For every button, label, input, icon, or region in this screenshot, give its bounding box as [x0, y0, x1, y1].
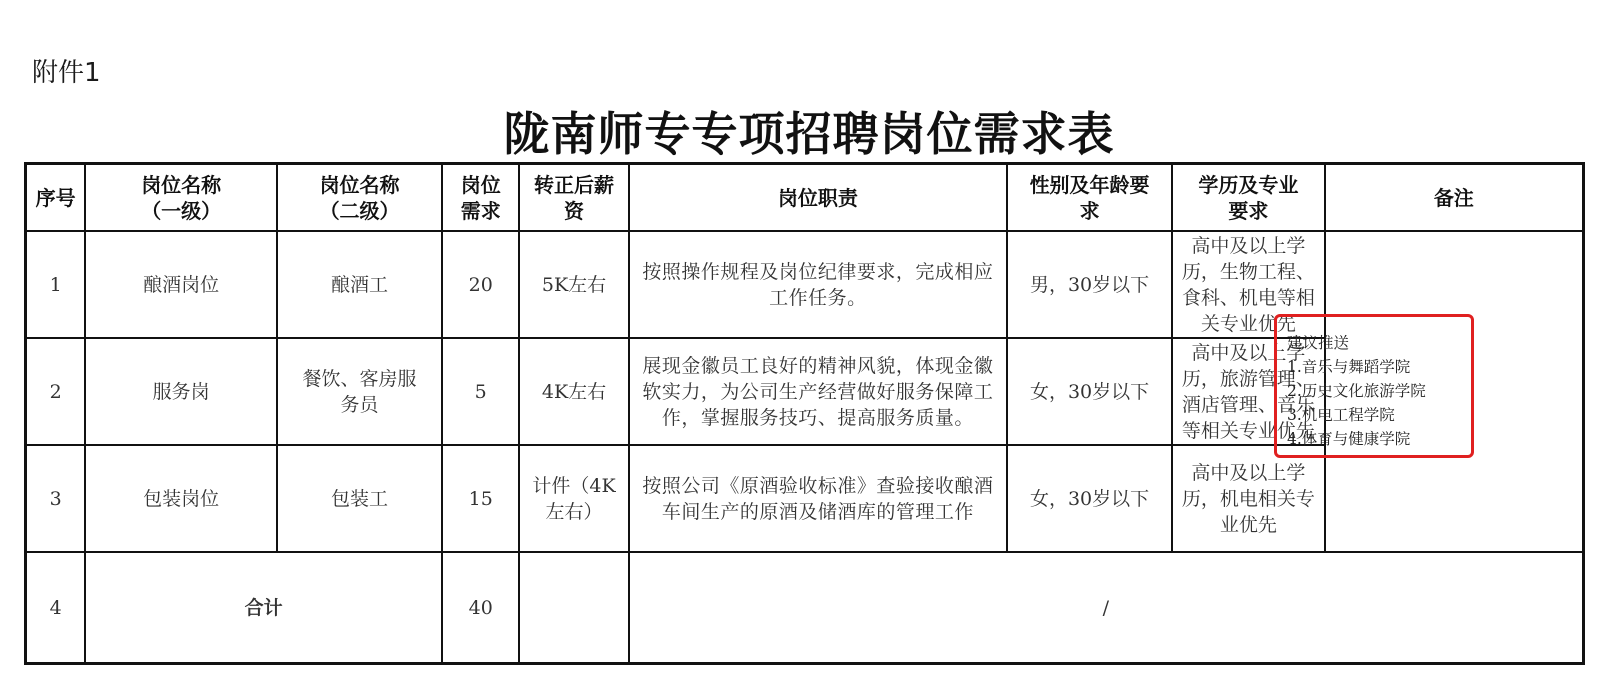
cell-position-level2: 包装工	[277, 445, 442, 552]
total-row	[26, 552, 1584, 664]
header-salary: 转正后薪 资	[519, 164, 628, 232]
cell-demand: 15	[442, 445, 519, 552]
attachment-label: 附件1	[32, 58, 101, 88]
cell-salary: 5K左右	[519, 231, 628, 338]
remark-line: 建议推送	[1287, 334, 1350, 352]
cell-seq: 1	[26, 231, 86, 338]
cell-seq: 3	[26, 445, 86, 552]
header-position-level2: 岗位名称 （二级）	[277, 164, 442, 232]
cell-duty: 按照操作规程及岗位纪律要求，完成相应 工作任务。	[629, 231, 1007, 338]
header-row	[26, 164, 1584, 232]
cell-education: 高中及以上学 历，机电相关专 业优先	[1172, 445, 1325, 552]
remark-line: 4.体育与健康学院	[1287, 430, 1411, 448]
remark-line: 3.机电工程学院	[1287, 406, 1395, 424]
total-label: 合计	[85, 552, 442, 664]
cell-salary: 计件（4K 左右）	[519, 445, 628, 552]
cell-salary: 4K左右	[519, 338, 628, 445]
cell-gender-age: 女，30岁以下	[1007, 338, 1172, 445]
page-title: 陇南师专专项招聘岗位需求表	[503, 107, 1115, 161]
cell-education: 高中及以上学 历，旅游管理、 酒店管理、音乐 等相关专业优先	[1172, 338, 1325, 445]
total-salary-empty	[519, 552, 628, 664]
total-slash: /	[629, 552, 1584, 664]
cell-position-level1: 包装岗位	[85, 445, 277, 552]
header-gender-age: 性别及年龄要 求	[1007, 164, 1172, 232]
remark-line: 1.音乐与舞蹈学院	[1287, 358, 1411, 376]
remark-line: 2.历史文化旅游学院	[1287, 382, 1426, 400]
cell-position-level1: 服务岗	[85, 338, 277, 445]
header-note: 备注	[1325, 164, 1584, 232]
cell-duty: 展现金徽员工良好的精神风貌，体现金徽 软实力，为公司生产经营做好服务保障工 作，掌握服务技巧、提高服务质量。	[629, 338, 1007, 445]
header-position-level1: 岗位名称 （一级）	[85, 164, 277, 232]
cell-demand: 5	[442, 338, 519, 445]
cell-seq: 2	[26, 338, 86, 445]
cell-duty: 按照公司《原酒验收标准》查验接收酿酒 车间生产的原酒及储酒库的管理工作	[629, 445, 1007, 552]
header-demand: 岗位 需求	[442, 164, 519, 232]
cell-position-level2: 酿酒工	[277, 231, 442, 338]
cell-seq: 4	[26, 552, 86, 664]
cell-gender-age: 男，30岁以下	[1007, 231, 1172, 338]
cell-gender-age: 女，30岁以下	[1007, 445, 1172, 552]
cell-education: 高中及以上学 历，生物工程、 食科、机电等相 关专业优先	[1172, 231, 1325, 338]
header-duty: 岗位职责	[629, 164, 1007, 232]
recommendation-highlight-box	[1274, 314, 1474, 458]
header-education: 学历及专业 要求	[1172, 164, 1325, 232]
cell-position-level2: 餐饮、客房服 务员	[277, 338, 442, 445]
cell-demand: 20	[442, 231, 519, 338]
cell-position-level1: 酿酒岗位	[85, 231, 277, 338]
total-demand: 40	[442, 552, 519, 664]
header-seq: 序号	[26, 164, 86, 232]
